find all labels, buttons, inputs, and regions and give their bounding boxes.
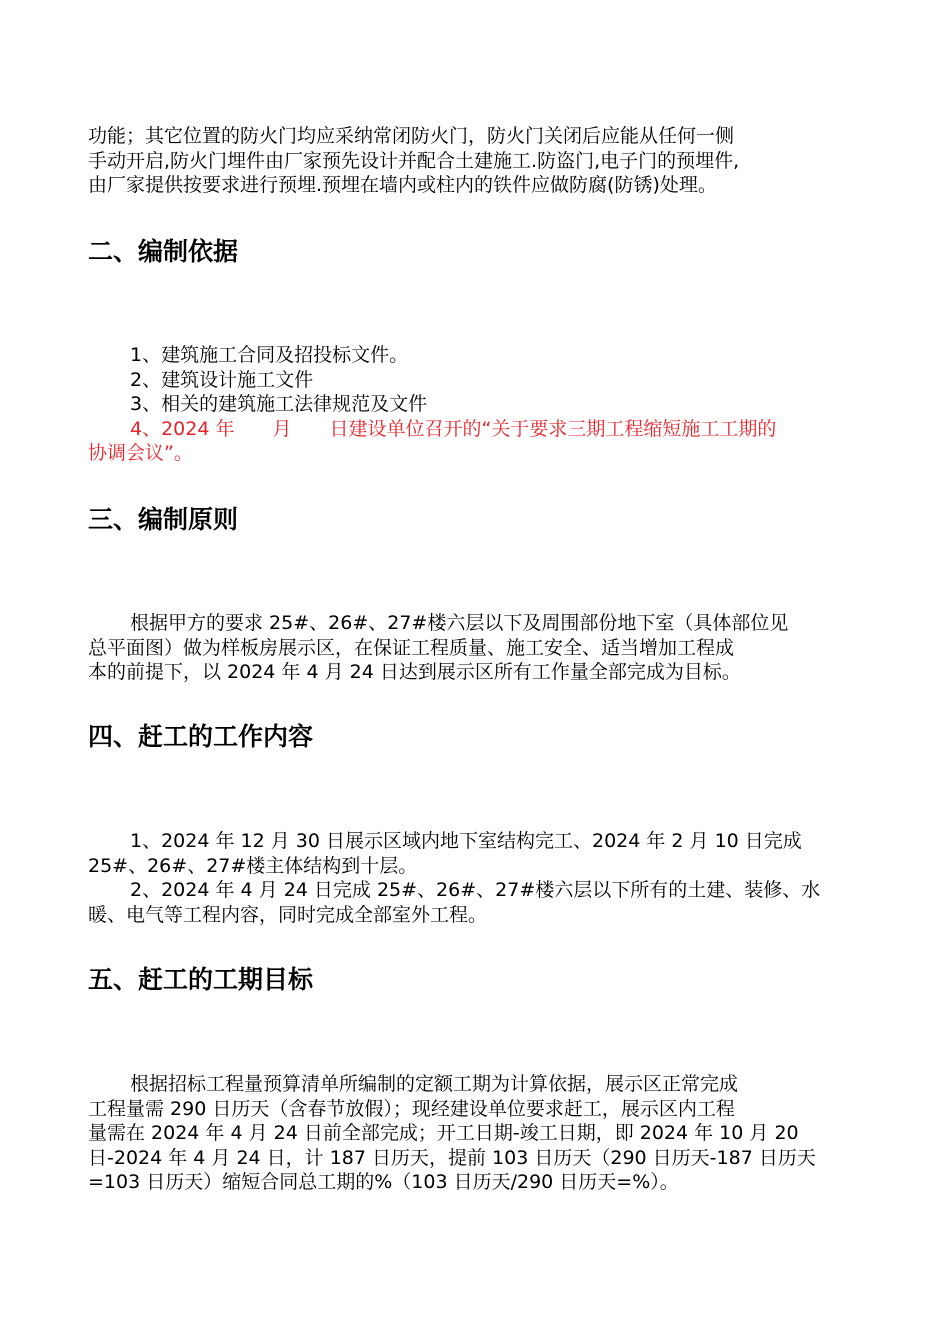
principle-paragraph <box>88 611 864 685</box>
section-heading-principle: 三、编制原则 <box>88 505 239 534</box>
intro-line: 功能；其它位置的防火门均应采纳常闭防火门，防火门关闭后应能从任何一侧 <box>88 125 735 147</box>
paragraph-line: 总平面图）做为样板房展示区，在保证工程质量、施工安全、适当增加工程成 <box>88 636 735 659</box>
paragraph-line: 根据甲方的要求 25#、26#、27#楼六层以下及周围部份地下室（具体部位见 <box>130 612 789 634</box>
paragraph-line: 根据招标工程量预算清单所编制的定额工期为计算依据，展示区正常完成 <box>130 1073 739 1095</box>
basis-item: 2、建筑设计施工文件 <box>130 368 314 391</box>
basis-list <box>88 343 864 466</box>
paragraph-line: 日-2024 年 4 月 24 日，计 187 日历天，提前 103 日历天（290 日历天-187 日历天 <box>88 1146 816 1169</box>
basis-item-highlight-continued: 协调会议”。 <box>88 442 193 464</box>
paragraph-line: 1、2024 年 12 月 30 日展示区域内地下室结构完工、2024 年 2 月 10 日完成 <box>130 830 802 852</box>
basis-item: 1、建筑施工合同及招投标文件。 <box>130 344 409 366</box>
schedule-target-paragraph <box>88 1072 864 1195</box>
paragraph-line: 工程量需 290 日历天（含春节放假）；现经建设单位要求赶工，展示区内工程 <box>88 1097 735 1120</box>
paragraph-line: 2、2024 年 4 月 24 日完成 25#、26#、27#楼六层以下所有的土建、装修、水 <box>130 879 821 901</box>
basis-item-highlight: 4、2024 年 月 日建设单位召开的“关于要求三期工程缩短施工工期的 <box>130 417 777 440</box>
work-content-list <box>88 829 864 927</box>
paragraph-line: 本的前提下，以 2024 年 4 月 24 日达到展示区所有工作量全部完成为目标。 <box>88 661 741 683</box>
paragraph-line: =103 日历天）缩短合同总工期的%（103 日历天/290 日历天=%）。 <box>88 1171 679 1193</box>
intro-line: 手动开启,防火门埋件由厂家预先设计并配合土建施工.防盗门,电子门的预埋件, <box>88 149 740 172</box>
section-heading-basis: 二、编制依据 <box>88 237 239 266</box>
intro-paragraph <box>88 124 864 198</box>
intro-line: 由厂家提供按要求进行预埋.预埋在墙内或柱内的铁件应做防腐(防锈)处理。 <box>88 174 717 196</box>
paragraph-line: 量需在 2024 年 4 月 24 日前全部完成；开工日期-竣工日期，即 2024 年 10 月 20 <box>88 1122 799 1144</box>
paragraph-line: 暖、电气等工程内容，同时完成全部室外工程。 <box>88 903 488 926</box>
paragraph-line: 25#、26#、27#楼主体结构到十层。 <box>88 854 418 877</box>
section-heading-work-content: 四、赶工的工作内容 <box>88 722 314 751</box>
basis-item: 3、相关的建筑施工法律规范及文件 <box>130 393 428 415</box>
section-heading-schedule-target: 五、赶工的工期目标 <box>88 965 314 994</box>
